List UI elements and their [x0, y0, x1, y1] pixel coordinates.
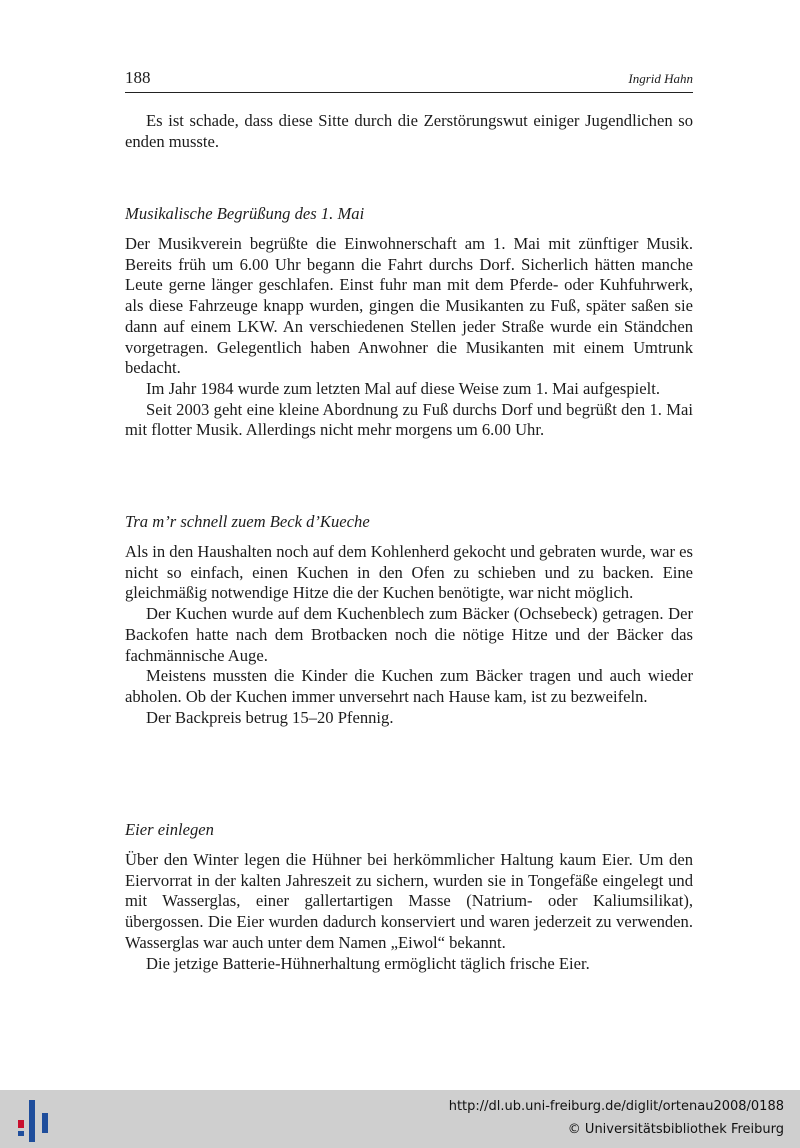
intro-text: [125, 111, 693, 152]
library-logo-icon: [14, 1098, 52, 1144]
paragraph: Meistens mussten die Kinder die Kuchen zum Bäcker tragen und auch wieder abholen. Ob der Kuchen immer unversehrt nach Hause kam, ist zu bezweifeln.: [125, 666, 693, 706]
logo-bar-left: [18, 1120, 24, 1128]
footer-bar: [0, 1090, 800, 1148]
copyright-text: © Universitätsbibliothek Freiburg: [567, 1122, 784, 1137]
logo-bar-left-lower: [18, 1131, 24, 1136]
paragraph: Seit 2003 geht eine kleine Abordnung zu Fuß durchs Dorf und begrüßt den 1. Mai mit flotter Musik. Allerdings nicht mehr morgens um 6.00 Uhr.: [125, 399, 693, 440]
paragraph: Der Kuchen wurde auf dem Kuchenblech zum Bäcker (Ochsebeck) getragen. Der Backofen hatte nach dem Brotbacken noch die nötige Hitze und der Bäcker das fachmännische Auge.: [125, 604, 693, 665]
paragraph: Im Jahr 1984 wurde zum letzten Mal auf diese Weise zum 1. Mai aufgespielt.: [146, 378, 660, 398]
running-head: [125, 68, 693, 93]
paragraph: Die jetzige Batterie-Hühnerhaltung ermöglicht täglich frische Eier.: [146, 953, 590, 973]
page-number: 188: [125, 68, 151, 87]
running-head-author: Ingrid Hahn: [628, 71, 693, 86]
section-heading: Eier einlegen: [125, 820, 214, 839]
paragraph: Es ist schade, dass diese Sitte durch die Zerstörungswut einiger Jugendlichen so enden musste.: [125, 111, 693, 151]
paragraph: Der Musikverein begrüßte die Einwohnerschaft am 1. Mai mit zünftiger Musik. Bereits früh um 6.00 Uhr begann die Fahrt durchs Dorf. Sicherlich hätten manche Leute gerne länger geschlafen. Einst fuhr man mit dem Pferde- oder Kuhfuhrwerk, als diese Fahrzeuge knapp wurden, gingen die Musikanten zu Fuß, später saßen sie dann auf einem LKW. An verschiedenen Stellen jeder Straße wurde ein Ständchen vorgetragen. Gelegentlich haben Anwohner die Musikanten mit einem Umtrunk bedacht.: [125, 234, 693, 378]
logo-bar-center: [29, 1100, 35, 1142]
section-heading: Tra m’r schnell zuem Beck d’Kueche: [125, 512, 370, 531]
section-body: [125, 234, 693, 441]
section-heading: Musikalische Begrüßung des 1. Mai: [125, 204, 365, 223]
paragraph: Über den Winter legen die Hühner bei herkömmlicher Haltung kaum Eier. Um den Eiervorrat in der kalten Jahreszeit zu sichern, wurden sie in Tongefäße eingelegt und mit Wasserglas, einer gallertartigen Masse (Natrium- oder Kaliumsilikat), übergossen. Die Eier wurden dadurch konserviert und waren jederzeit zu verwenden. Wasserglas war auch unter dem Namen „Eiwol“ bekannt.: [125, 850, 693, 952]
source-url-link[interactable]: http://dl.ub.uni-freiburg.de/diglit/ortenau2008/0188: [448, 1099, 784, 1114]
logo-bar-right: [42, 1113, 48, 1133]
paragraph: Als in den Haushalten noch auf dem Kohlenherd gekocht und gebraten wurde, war es nicht so einfach, einen Kuchen in den Ofen zu schieben und zu backen. Eine gleichmäßig notwendige Hitze die der Kuchen benötigte, war nicht möglich.: [125, 542, 693, 603]
section-body: [125, 542, 693, 728]
section-body: [125, 850, 693, 974]
paragraph: Der Backpreis betrug 15–20 Pfennig.: [146, 707, 394, 727]
